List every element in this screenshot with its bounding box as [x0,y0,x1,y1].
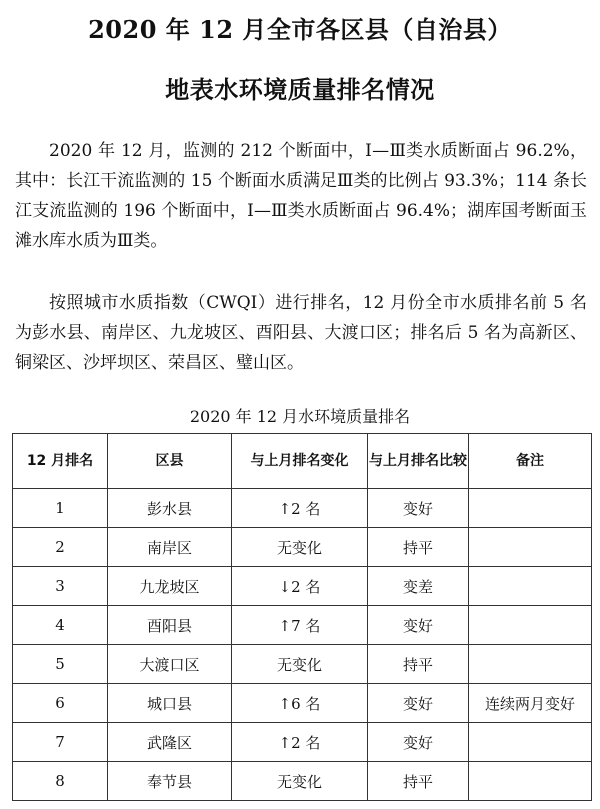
table-row [13,606,592,645]
cell-district: 城口县 [108,684,232,723]
table-row [13,567,592,606]
cell-change: 无变化 [232,528,368,567]
cell-rank: 6 [13,684,108,723]
document-subtitle: 地表水环境质量排名情况 [165,75,435,104]
cell-district: 武隆区 [108,723,232,762]
cell-compare: 变好 [368,489,469,528]
cell-district: 彭水县 [108,489,232,528]
cell-compare: 持平 [368,645,469,684]
cell-note [469,489,592,528]
cell-rank: 5 [13,645,108,684]
cell-change: ↓2 名 [232,567,368,606]
cell-rank: 3 [13,567,108,606]
table-row [13,684,592,723]
header-rank: 12 月排名 [13,434,108,489]
document-title: 2020 年 12 月全市各区县（自治县） [88,15,512,44]
cell-note [469,606,592,645]
header-change: 与上月排名变化 [232,434,368,489]
cell-rank: 2 [13,528,108,567]
cell-district: 南岸区 [108,528,232,567]
cell-change: ↑7 名 [232,606,368,645]
cell-note [469,762,592,801]
cell-note: 连续两月变好 [469,684,592,723]
ranking-paragraph: 按照城市水质指数（CWQI）进行排名，12 月份全市水质排名前 5 名为彭水县、南岸区、九龙坡区、酉阳县、大渡口区；排名后 5 名为高新区、铜梁区、沙坪坝区、荣昌区、璧山区。 [15,293,587,373]
cell-district: 九龙坡区 [108,567,232,606]
cell-note [469,567,592,606]
cell-rank: 1 [13,489,108,528]
cell-district: 酉阳县 [108,606,232,645]
header-note: 备注 [469,434,592,489]
cell-change: ↑6 名 [232,684,368,723]
cell-change: ↑2 名 [232,489,368,528]
cell-district: 大渡口区 [108,645,232,684]
cell-rank: 4 [13,606,108,645]
table-row [13,645,592,684]
cell-note [469,528,592,567]
summary-paragraph: 2020 年 12 月，监测的 212 个断面中，Ⅰ—Ⅲ类水质断面占 96.2%，其中：长江干流监测的 15 个断面水质满足Ⅲ类的比例占 93.3%；114 条长江支流监测的 196 个断面中，Ⅰ—Ⅲ类水质断面占 96.4%；湖库国考断面玉滩水库水质为Ⅲ类。 [15,141,587,251]
table-caption: 2020 年 12 月水环境质量排名 [189,407,411,426]
cell-compare: 变好 [368,684,469,723]
cell-compare: 变好 [368,606,469,645]
table-row [13,762,592,801]
table-header-row [13,434,592,489]
table-row [13,528,592,567]
header-district: 区县 [108,434,232,489]
cell-compare: 持平 [368,762,469,801]
table-row [13,723,592,762]
ranking-table [12,433,592,801]
cell-change: 无变化 [232,645,368,684]
cell-change: 无变化 [232,762,368,801]
cell-note [469,723,592,762]
cell-compare: 持平 [368,528,469,567]
table-row [13,489,592,528]
cell-district: 奉节县 [108,762,232,801]
header-compare: 与上月排名比较 [368,434,469,489]
cell-compare: 变差 [368,567,469,606]
cell-change: ↑2 名 [232,723,368,762]
cell-rank: 7 [13,723,108,762]
cell-compare: 变好 [368,723,469,762]
cell-note [469,645,592,684]
cell-rank: 8 [13,762,108,801]
